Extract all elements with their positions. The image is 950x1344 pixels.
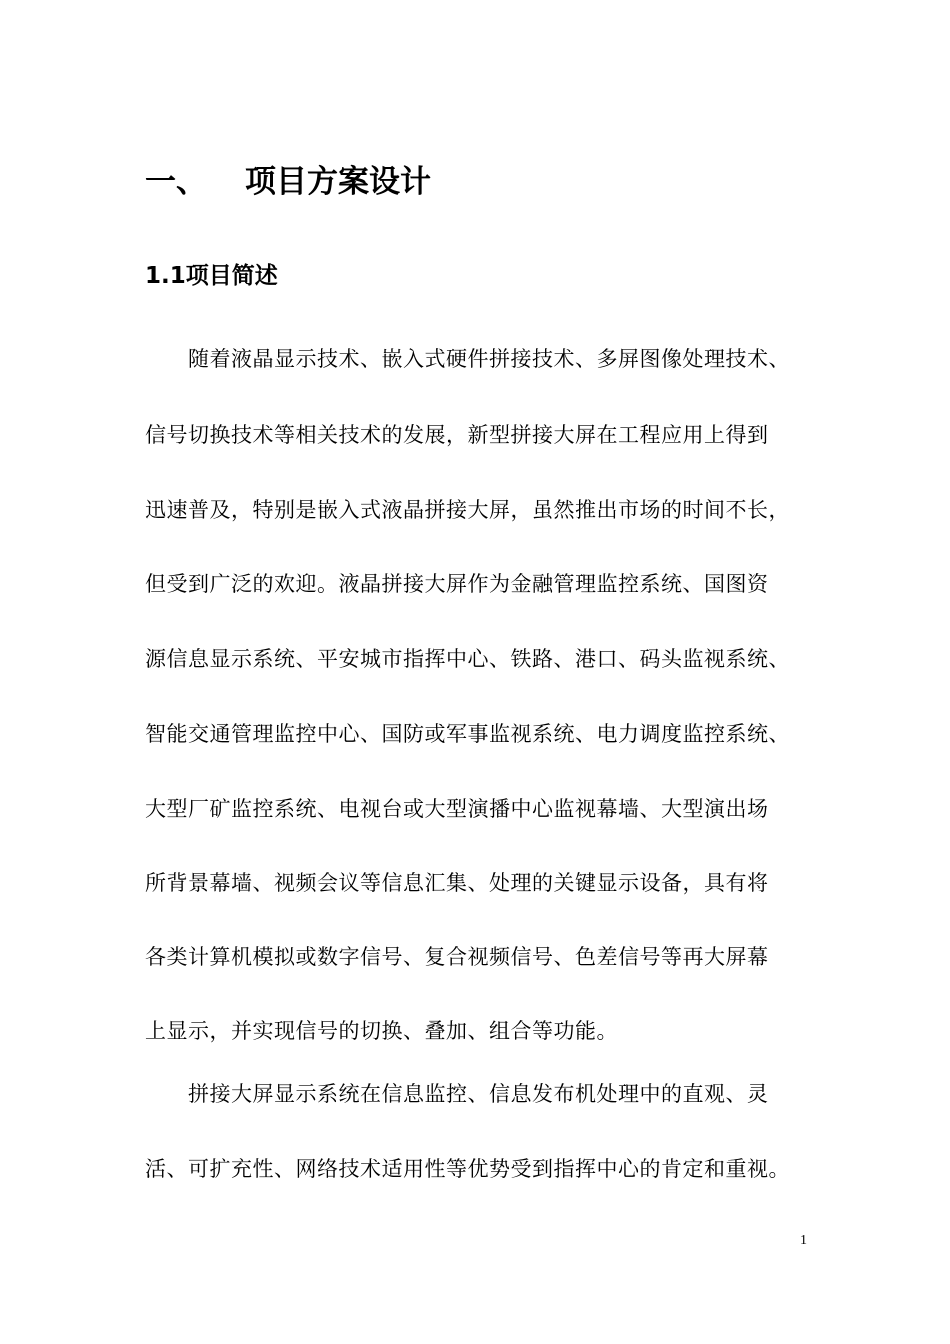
paragraph-line: 各类计算机模拟或数字信号、复合视频信号、色差信号等再大屏幕 [145, 945, 769, 969]
section-number: 一、 [145, 163, 207, 200]
subsection-heading: 1.1项目简述 [145, 262, 278, 289]
section-title: 项目方案设计 [245, 163, 431, 200]
paragraph-line: 活、可扩充性、网络技术适用性等优势受到指挥中心的肯定和重视。 [145, 1157, 790, 1181]
page-number: 1 [800, 1233, 807, 1248]
paragraph-line: 智能交通管理监控中心、国防或军事监视系统、电力调度监控系统、 [145, 722, 790, 746]
paragraph-line: 但受到广泛的欢迎。液晶拼接大屏作为金融管理监控系统、国图资 [145, 572, 769, 596]
paragraph-line: 随着液晶显示技术、嵌入式硬件拼接技术、多屏图像处理技术、 [188, 347, 790, 371]
paragraph-line: 拼接大屏显示系统在信息监控、信息发布机处理中的直观、灵 [188, 1082, 769, 1106]
paragraph-line: 信号切换技术等相关技术的发展，新型拼接大屏在工程应用上得到 [145, 423, 769, 447]
paragraph-line: 源信息显示系统、平安城市指挥中心、铁路、港口、码头监视系统、 [145, 647, 790, 671]
paragraph-line: 所背景幕墙、视频会议等信息汇集、处理的关键显示设备，具有将 [145, 871, 769, 895]
paragraph-line: 大型厂矿监控系统、电视台或大型演播中心监视幕墙、大型演出场 [145, 797, 769, 821]
paragraph-line: 上显示，并实现信号的切换、叠加、组合等功能。 [145, 1019, 618, 1043]
paragraph-line: 迅速普及，特别是嵌入式液晶拼接大屏，虽然推出市场的时间不长， [145, 498, 790, 522]
section-heading [145, 158, 431, 206]
